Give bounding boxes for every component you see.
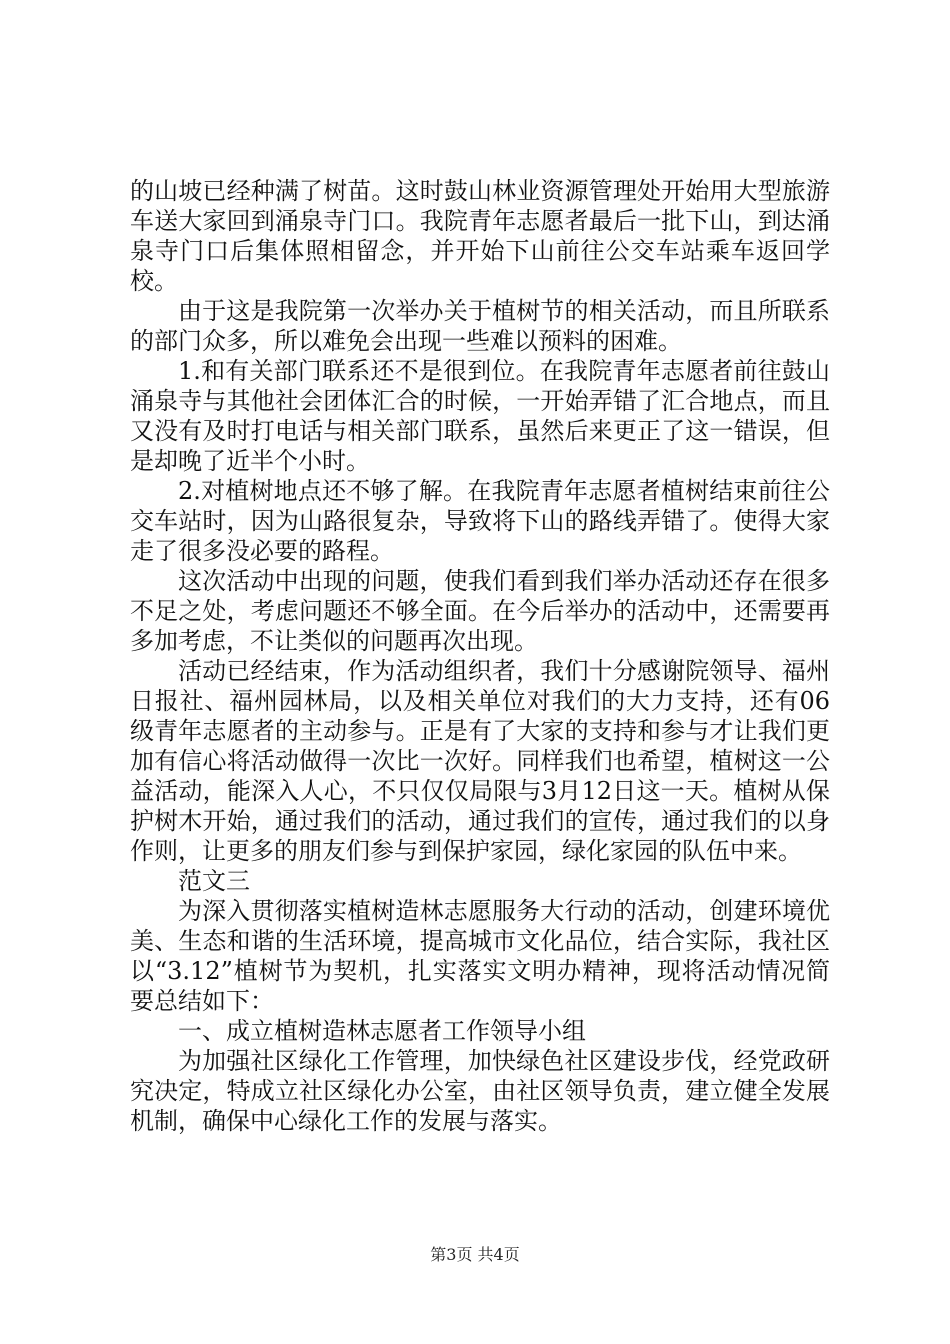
document-body <box>130 176 830 1136</box>
paragraph: 由于这是我院第一次举办关于植树节的相关活动，而且所联系的部门众多，所以难免会出现一些难以预料的困难。 <box>130 297 830 355</box>
subsection-heading: 一、成立植树造林志愿者工作领导小组 <box>178 1017 586 1045</box>
paragraph: 的山坡已经种满了树苗。这时鼓山林业资源管理处开始用大型旅游车送大家回到涌泉寺门口。我院青年志愿者最后一批下山，到达涌泉寺门口后集体照相留念，并开始下山前往公交车站乘车返回学校。 <box>130 177 830 295</box>
page-number-footer: 第3页 共4页 <box>430 1245 520 1264</box>
paragraph: 为加强社区绿化工作管理，加快绿色社区建设步伐，经党政研究决定，特成立社区绿化办公室，由社区领导负责，建立健全发展机制，确保中心绿化工作的发展与落实。 <box>130 1047 830 1135</box>
paragraph: 活动已经结束，作为活动组织者，我们十分感谢院领导、福州日报社、福州园林局，以及相关单位对我们的大力支持，还有06级青年志愿者的主动参与。正是有了大家的支持和参与才让我们更加有信心将活动做得一次比一次好。同样我们也希望，植树这一公益活动，能深入人心，不只仅仅局限与3月12日这一天。植树从保护树木开始，通过我们的活动，通过我们的宣传，通过我们的以身作则，让更多的朋友们参与到保护家园，绿化家园的队伍中来。 <box>130 657 830 865</box>
paragraph: 2.对植树地点还不够了解。在我院青年志愿者植树结束前往公交车站时，因为山路很复杂，导致将下山的路线弄错了。使得大家走了很多没必要的路程。 <box>130 477 830 565</box>
section-heading: 范文三 <box>178 867 250 895</box>
paragraph: 这次活动中出现的问题，使我们看到我们举办活动还存在很多不足之处，考虑问题还不够全面。在今后举办的活动中，还需要再多加考虑，不让类似的问题再次出现。 <box>130 567 830 655</box>
paragraph: 1.和有关部门联系还不是很到位。在我院青年志愿者前往鼓山涌泉寺与其他社会团体汇合的时候，一开始弄错了汇合地点，而且又没有及时打电话与相关部门联系，虽然后来更正了这一错误，但是却晚了近半个小时。 <box>130 357 830 475</box>
paragraph: 为深入贯彻落实植树造林志愿服务大行动的活动，创建环境优美、生态和谐的生活环境，提高城市文化品位，结合实际，我社区以“3.12”植树节为契机，扎实落实文明办精神，现将活动情况简要总结如下： <box>130 897 830 1015</box>
